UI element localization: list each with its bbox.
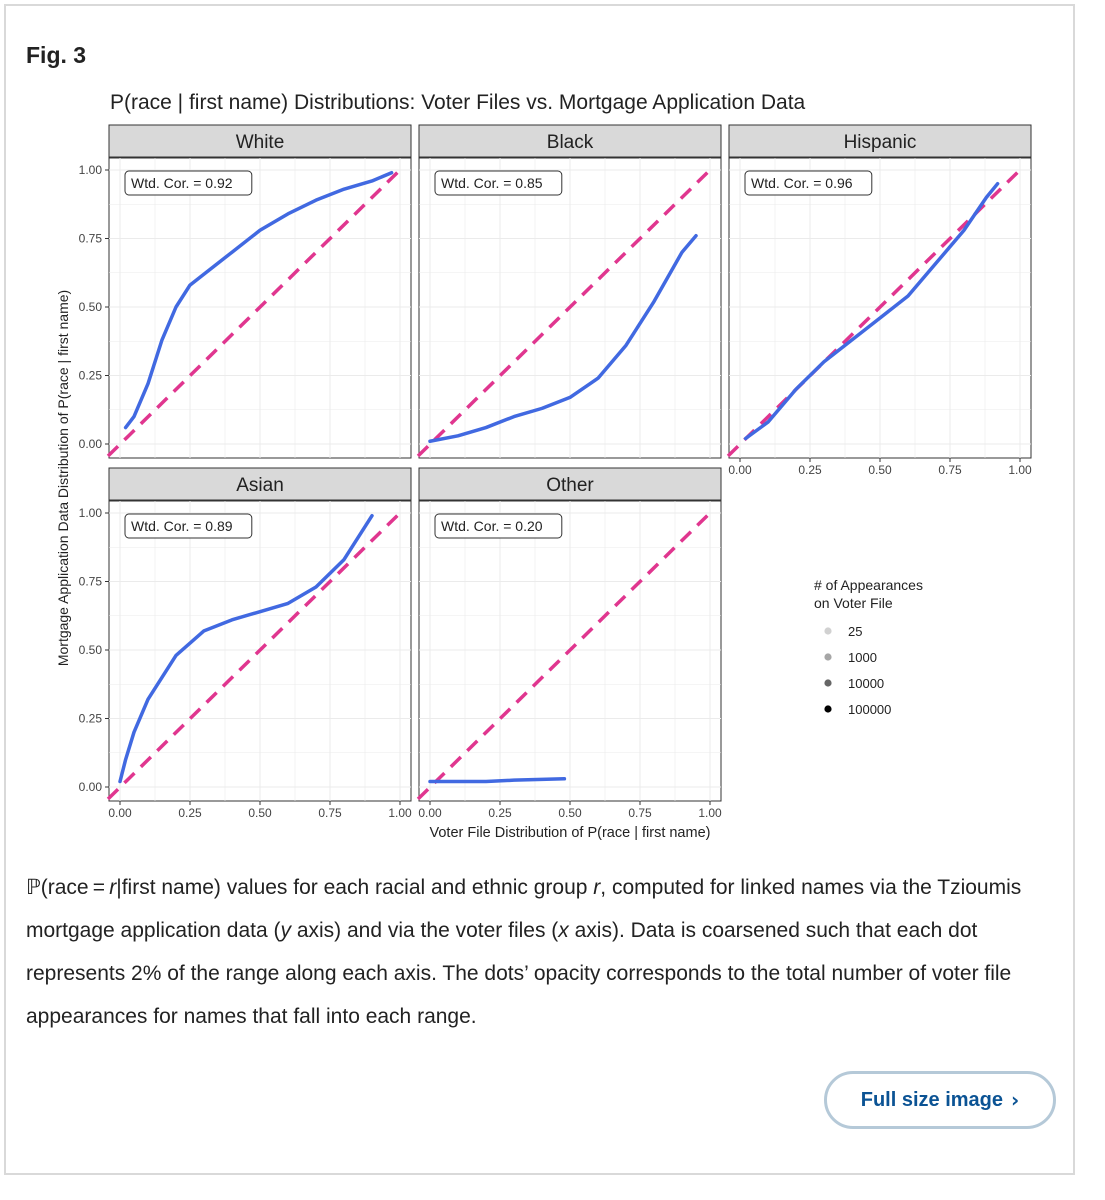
x-tick-label: 0.75 [628,806,652,820]
legend-label: 25 [848,624,863,639]
facet-panel-hispanic [728,125,1032,477]
y-tick-label: 0.50 [78,643,102,657]
legend-title: # of Appearances [814,577,923,593]
y-tick-label: 0.25 [78,711,102,726]
figure-label: Fig. 3 [26,42,87,68]
correlation-label: Wtd. Cor. = 0.92 [131,175,233,191]
facet-panel-black [418,125,721,458]
legend-key [824,627,831,634]
y-tick-label: 0.25 [78,368,102,383]
x-tick-label: 0.25 [798,463,822,477]
x-tick-label: 1.00 [698,806,722,820]
figure-caption: ℙ(race = r|first name) values for each racial and ethnic group r, computed for linked names via the Tzioumis mortgage application data (y axis) and via the voter files (x axis). Data is coarsened such that each dot represents 2% of the range along each axis. The dots’ opacity corresponds to the total number of voter file appearances for names that fall into each range. [26,876,1022,1028]
full-size-image-label: Full size image [860,1088,1003,1111]
x-tick-label: 0.50 [868,463,892,477]
x-tick-label: 0.25 [488,806,512,820]
x-tick-label: 0.00 [728,463,752,477]
x-tick-label: 0.00 [418,806,442,820]
facet-strip-label: Asian [236,475,284,496]
facet-strip-label: Hispanic [843,132,917,153]
legend-key [824,705,831,712]
x-tick-label: 0.75 [938,463,962,477]
chevron-right-icon: › [1011,1088,1020,1112]
legend-title-2: on Voter File [814,595,893,611]
facet-panel-other [418,468,722,820]
correlation-label: Wtd. Cor. = 0.96 [751,175,853,191]
correlation-label: Wtd. Cor. = 0.85 [441,175,543,191]
legend [814,577,923,717]
x-tick-label: 0.25 [178,806,202,820]
x-tick-label: 0.75 [318,806,342,820]
y-tick-label: 0.50 [78,300,102,314]
chart-title: P(race | first name) Distributions: Voter Files vs. Mortgage Application Data [110,91,806,114]
facet-strip-label: Black [546,132,594,153]
x-tick-label: 1.00 [1008,463,1032,477]
correlation-label: Wtd. Cor. = 0.89 [131,518,233,534]
legend-key [824,653,831,660]
x-axis-title: Voter File Distribution of P(race | first name) [429,825,711,841]
x-tick-label: 1.00 [388,806,412,820]
y-tick-label: 0.00 [78,780,102,794]
y-tick-label: 1.00 [78,163,102,177]
facet-strip-label: Other [546,475,594,496]
facet-strip-label: White [235,132,285,153]
facet-panel-white [79,125,411,458]
y-tick-label: 0.75 [78,574,102,589]
legend-label: 100000 [848,702,892,717]
x-tick-label: 0.50 [558,806,582,820]
legend-label: 1000 [848,650,877,665]
legend-key [824,679,831,686]
y-tick-label: 0.00 [78,437,102,451]
y-axis-title: Mortgage Application Data Distribution of P(race | first name) [55,289,71,667]
x-tick-label: 0.00 [108,806,132,820]
y-tick-label: 0.75 [78,231,102,246]
legend-label: 10000 [848,676,885,691]
correlation-label: Wtd. Cor. = 0.20 [441,518,543,534]
y-tick-label: 1.00 [78,506,102,520]
facet-panel-asian [79,468,412,820]
x-tick-label: 0.50 [248,806,272,820]
full-size-image-button[interactable] [824,1071,1056,1129]
